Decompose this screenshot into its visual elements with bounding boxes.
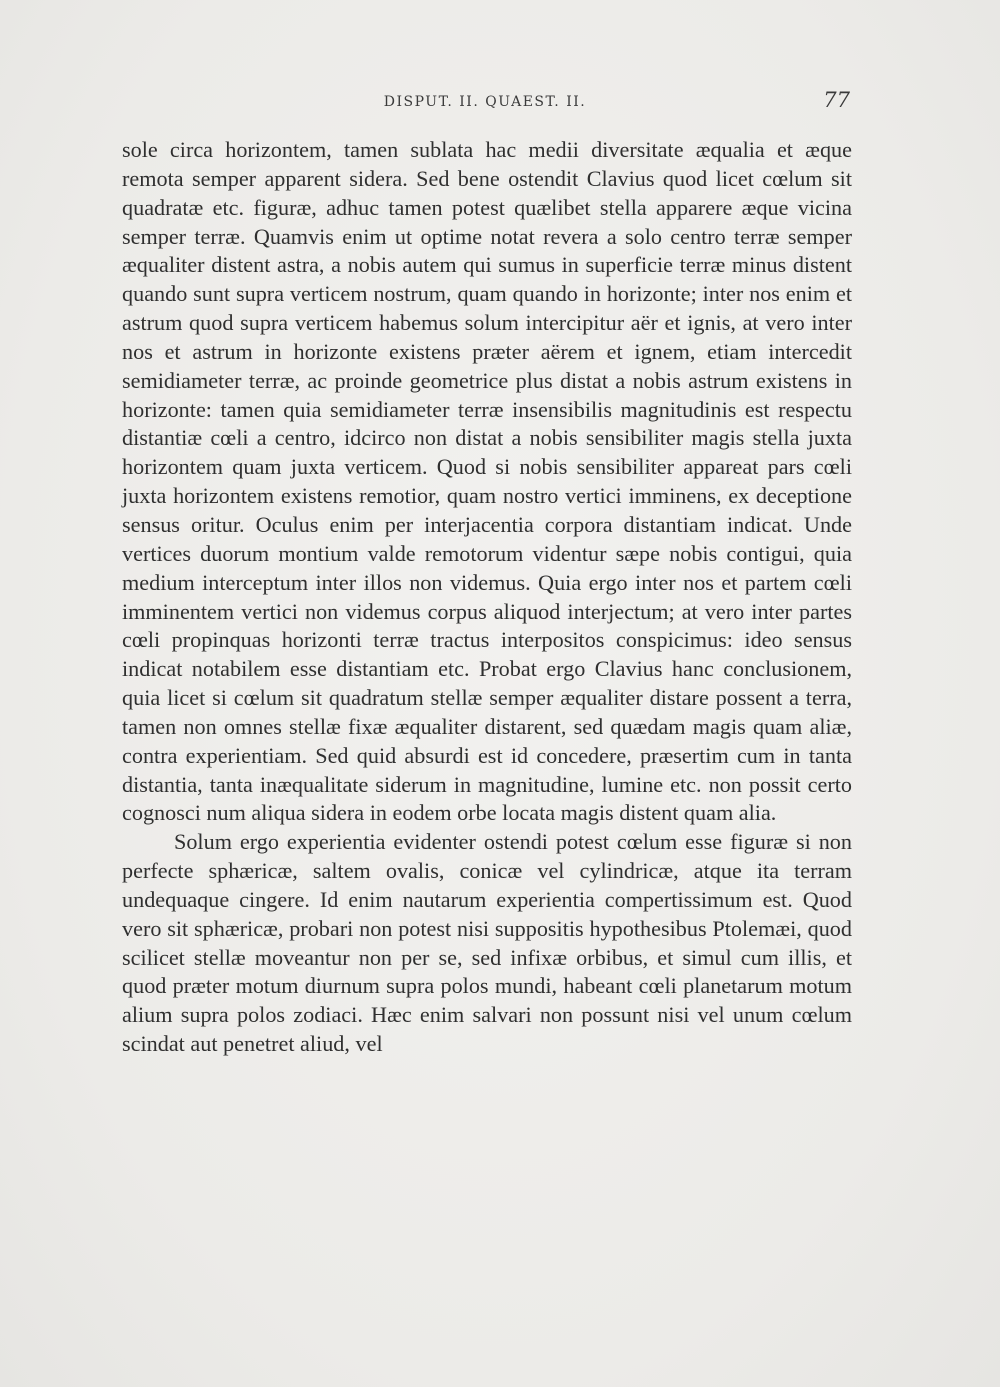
paragraph-solum-ergo: Solum ergo experientia evidenter ostendi potest cœlum esse figuræ si non perfecte sphæricæ, saltem ovalis, conicæ vel cylindricæ, atque ita terram undequaque cingere. Id enim nautarum experientia compertissimum est. Quod vero sit sphæricæ, probari non potest nisi suppositis hypothesibus Ptolemæi, quod scilicet stellæ moveantur non per se, sed infixæ orbibus, et simul cum illis, et quod præter motum diurnum supra polos mundi, habeant cœli planetarum motum alium supra polos zodiaci. Hæc enim salvari non possunt nisi vel unum cœlum scindat aut penetret aliud, vel (122, 829, 852, 1057)
body-text (122, 136, 852, 1059)
paragraph-continuation: sole circa horizontem, tamen sublata hac medii diversitate æqualia et æque remota semper apparent sidera. Sed bene ostendit Clavius quod licet cœlum sit quadratæ etc. figuræ, adhuc tamen potest quælibet stella apparere æque vicina semper terræ. Quamvis enim ut optime notat revera a solo centro terræ semper æqualiter distent astra, a nobis autem qui sumus in superficie terræ minus distent quando sunt supra verticem nostrum, quam quando in horizonte; inter nos enim et astrum quod supra verticem habemus solum intercipitur aër et ignis, at vero inter nos et astrum in horizonte existens præter aërem et ignem, etiam intercedit semidiameter terræ, ac proinde geometrice plus distat a nobis astrum existens in horizonte: tamen quia semidiameter terræ insensibilis magnitudinis est respectu distantiæ cœli a centro, idcirco non distat a nobis sensibiliter magis stella juxta horizontem quam juxta verticem. Quod si nobis sensibiliter appareat pars cœli juxta horizontem existens remotior, quam nostro vertici imminens, ex deceptione sensus oritur. Oculus enim per interjacentia corpora distantiam indicat. Unde vertices duorum montium valde remotorum videntur sæpe nobis contigui, quia medium interceptum inter illos non videmus. Quia ergo inter nos et partem cœli imminentem vertici non videmus corpus aliquod interjectum; at vero inter partes cœli propinquas horizonti terræ tractus interpositos conspicimus: ideo sensus indicat notabilem esse distantiam etc. Probat ergo Clavius hanc conclusionem, quia licet si cœlum sit quadratum stellæ semper æqualiter distare possent a terra, tamen non omnes stellæ fixæ æqualiter distarent, sed quædam magis quam aliæ, contra experientiam. Sed quid absurdi est id concedere, præsertim cum in tanta distantia, tanta inæqualitate siderum in magnitudine, lumine etc. non possit certo cognosci num aliqua sidera in eodem orbe locata magis distent quam alia. (122, 137, 852, 826)
page-number: 77 (823, 88, 850, 112)
running-head (120, 88, 850, 118)
running-title: DISPUT. II. QUAEST. II. (383, 94, 587, 110)
